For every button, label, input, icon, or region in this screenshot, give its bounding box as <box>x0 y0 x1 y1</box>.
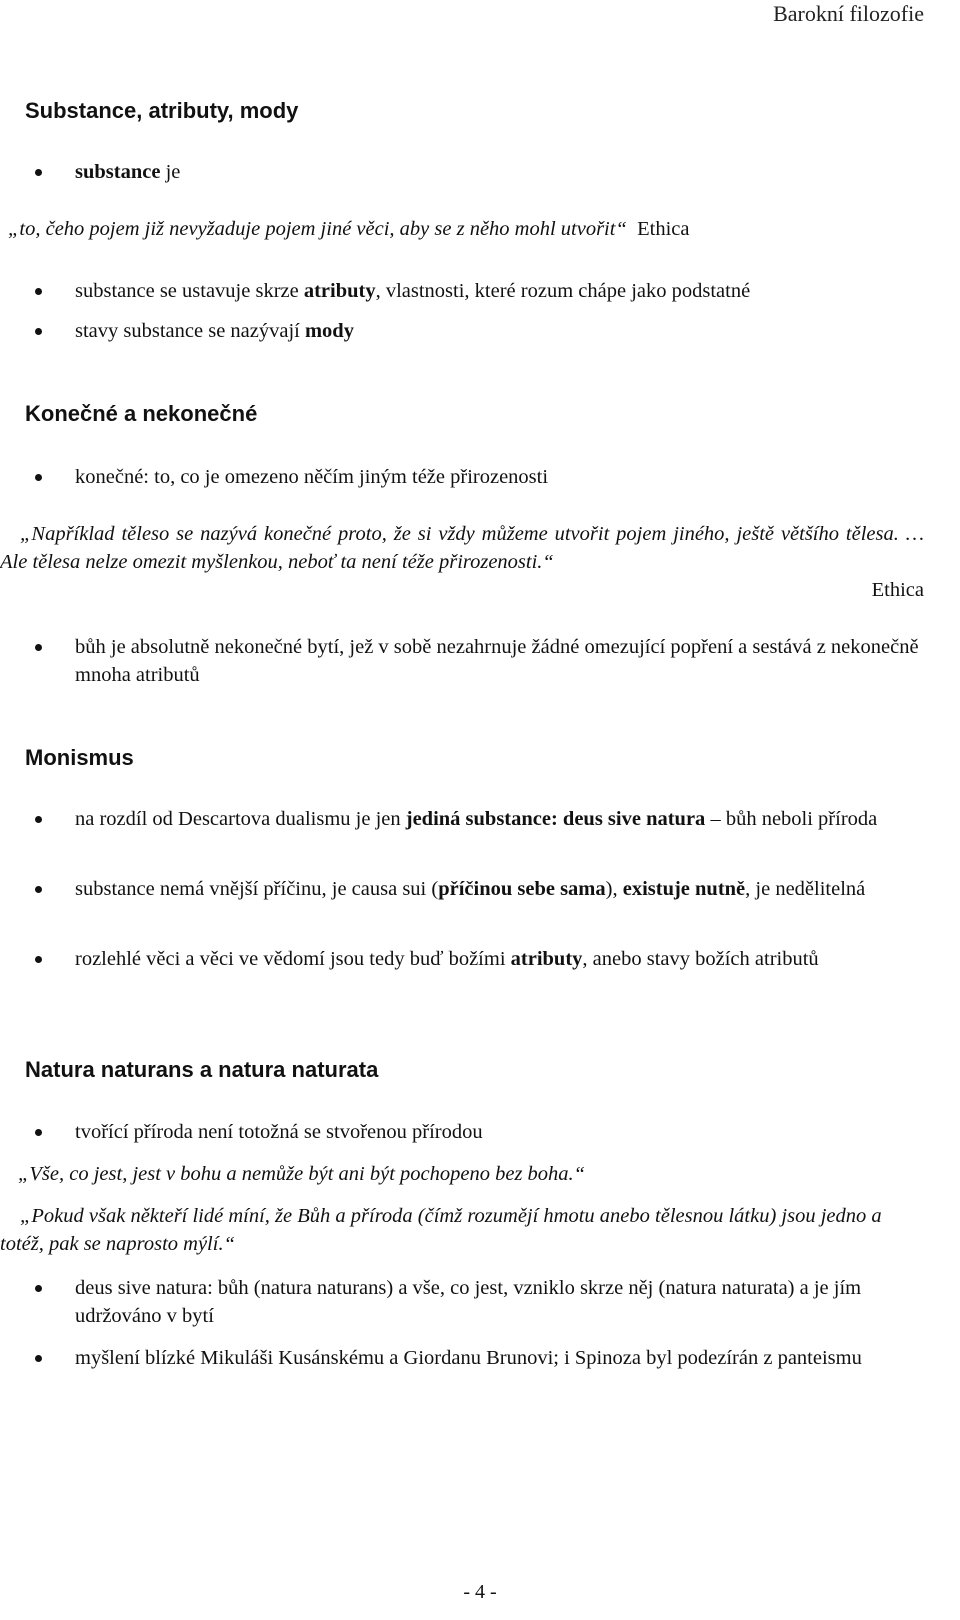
bullet-pantheism: myšlení blízké Mikuláši Kusánskému a Giordanu Brunovi; i Spinoza byl podezírán z panteismu <box>75 1344 924 1372</box>
quote-pantheism: „Pokud však někteří lidé míní, že Bůh a příroda (čímž rozumějí hmotu anebo tělesnou látku) jsou jedno a totéž, pak se naprosto mýlí.“ <box>0 1205 882 1255</box>
bullet-finite: konečné: to, co je omezeno něčím jiným téže přirozenosti <box>75 463 924 491</box>
term-mody: mody <box>304 320 354 342</box>
quote-ethica-2 <box>0 520 924 576</box>
section-heading-substance: Substance, atributy, mody <box>25 98 299 123</box>
bullet-substance-def: substance je <box>75 158 924 186</box>
section-heading-finite: Konečné a nekonečné <box>25 401 258 426</box>
quote-all-in-god: „Vše, co jest, jest v bohu a nemůže být ani být pochopeno bez boha.“ <box>18 1163 586 1185</box>
bullet-god-infinite: bůh je absolutně nekonečné bytí, jež v sobě nezahrnuje žádné omezující popření a sestává z nekonečně mnoha atributů <box>75 633 924 689</box>
bullet-causa-sui: substance nemá vnější příčinu, je causa sui (příčinou sebe sama), existuje nutně, je nedělitelná <box>75 875 924 903</box>
section-heading-monism: Monismus <box>25 745 134 770</box>
term-atributy: atributy <box>303 280 376 302</box>
bullet-attributes-of-god: rozlehlé věci a věci ve vědomí jsou tedy buď božími atributy, anebo stavy božích atributů <box>75 945 924 973</box>
quote-source: Ethica <box>637 218 690 240</box>
bullet-modes: stavy substance se nazývají mody <box>75 317 924 345</box>
page-number: - 4 - <box>463 1581 497 1603</box>
quote-source: Ethica <box>871 579 924 601</box>
section-heading-natura: Natura naturans a natura naturata <box>25 1057 379 1082</box>
quote-ethica-1 <box>8 215 924 243</box>
bullet-creating-nature: tvořící příroda není totožná se stvořenou přírodou <box>75 1118 924 1146</box>
term-substance: substance <box>75 161 161 183</box>
bullet-deus-sive-natura: deus sive natura: bůh (natura naturans) a vše, co jest, vzniklo skrze něj (natura naturata) a je jím udržováno v bytí <box>75 1274 924 1330</box>
term-deus-sive-natura: jediná substance: deus sive natura <box>405 808 706 830</box>
bullet-single-substance: na rozdíl od Descartova dualismu je jen jediná substance: deus sive natura – bůh neboli příroda <box>75 805 924 833</box>
bullet-attributes: substance se ustavuje skrze atributy, vlastnosti, které rozum chápe jako podstatné <box>75 277 924 305</box>
running-header: Barokní filozofie <box>773 1 924 26</box>
quote-text: „Například těleso se nazývá konečné proto, že si vždy můžeme utvořit pojem jiného, ještě většího tělesa. … Ale tělesa nelze omezit myšlenkou, neboť ta není téže přirozenosti.“ <box>0 523 924 573</box>
quote-text: „to, čeho pojem již nevyžaduje pojem jiné věci, aby se z něho mohl utvořit“ <box>8 218 627 240</box>
